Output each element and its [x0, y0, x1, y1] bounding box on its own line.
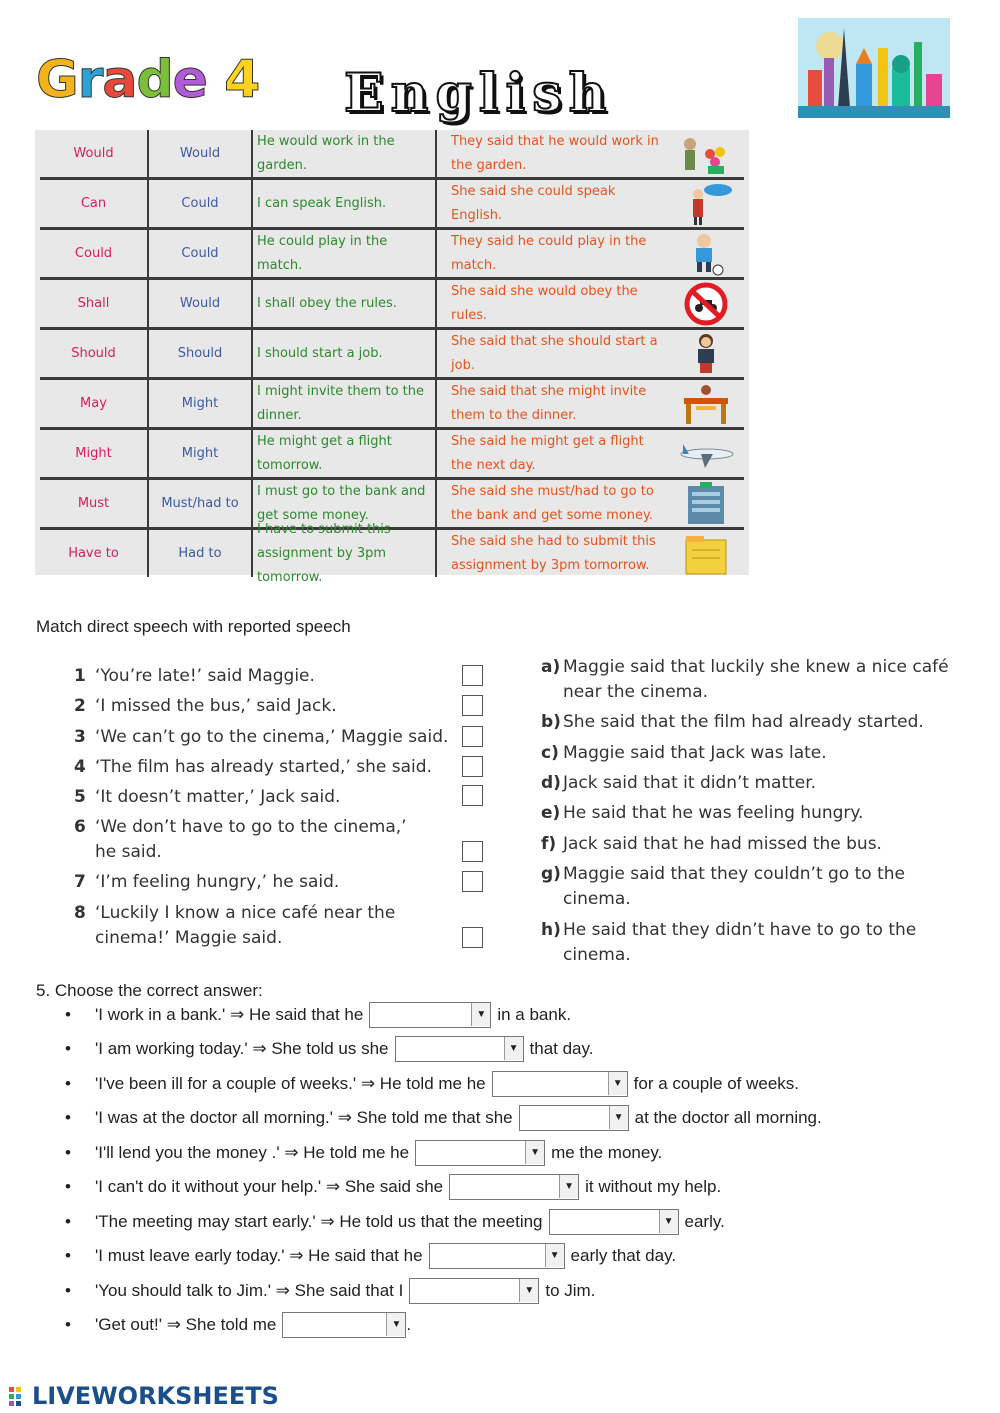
option-text: Maggie said that they couldn’t go to the cinema.	[563, 864, 905, 909]
reported-modal: Would	[149, 130, 253, 177]
question-text-after: to Jim.	[545, 1281, 596, 1300]
item-number: 1	[74, 666, 86, 686]
item-text: ‘I’m feeling hungry,’ he said.	[95, 872, 340, 892]
bullet: •	[65, 1315, 71, 1334]
direct-modal: May	[40, 380, 149, 427]
direct-modal: Have to	[40, 530, 149, 577]
chevron-down-icon: ▼	[525, 1141, 544, 1164]
option-text: She said that the film had already started.	[563, 712, 924, 732]
reported-example: She said that she should start a job.	[451, 333, 658, 373]
question-text: 'I work in a bank.' ⇒ He said that he	[95, 1005, 364, 1024]
direct-modal: Might	[40, 430, 149, 477]
answer-dropdown[interactable]	[409, 1278, 539, 1304]
chevron-down-icon: ▼	[559, 1175, 578, 1198]
reported-speech-option	[541, 918, 941, 968]
question-text: 'I was at the doctor all morning.' ⇒ She told me that she	[95, 1108, 513, 1127]
reported-modal: Should	[149, 330, 253, 377]
reported-modal: Must/had to	[149, 480, 253, 527]
reported-modal: Could	[149, 230, 253, 277]
direct-modal: Should	[40, 330, 149, 377]
table-row	[40, 230, 744, 280]
chevron-down-icon: ▼	[471, 1003, 490, 1026]
bullet: •	[65, 1108, 71, 1127]
brand-name: LIVEWORKSHEETS	[32, 1382, 279, 1410]
reported-speech-option	[541, 655, 961, 705]
bullet: •	[65, 1212, 71, 1231]
question-text-after: that day.	[529, 1039, 594, 1058]
option-letter: f)	[541, 834, 557, 854]
direct-example: I have to submit this assignment by 3pm tomorrow.	[253, 530, 437, 577]
chevron-down-icon: ▼	[659, 1210, 678, 1233]
question-line	[65, 1036, 593, 1062]
question-text: 'Get out!' ⇒ She told me	[95, 1315, 277, 1334]
question-line	[65, 1209, 725, 1235]
question-text-after: early that day.	[570, 1246, 677, 1265]
football-player-picture	[670, 230, 742, 277]
item-number: 8	[74, 903, 86, 923]
item-text: ‘We don’t have to go to the cinema,’ he said.	[95, 817, 407, 862]
chevron-down-icon: ▼	[519, 1279, 538, 1302]
answer-dropdown[interactable]	[449, 1174, 579, 1200]
option-text: Jack said that it didn’t matter.	[563, 773, 817, 793]
reported-modal: Would	[149, 280, 253, 327]
subject-title: English	[344, 63, 614, 124]
table-row	[40, 330, 744, 380]
question-text-after: .	[406, 1315, 412, 1334]
answer-dropdown[interactable]	[369, 1002, 491, 1028]
match-answer-box[interactable]	[462, 665, 483, 686]
bullet: •	[65, 1246, 71, 1265]
item-text: ‘Luckily I know a nice café near the cinema!’ Maggie said.	[95, 903, 396, 948]
match-answer-box[interactable]	[462, 726, 483, 747]
option-letter: h)	[541, 920, 561, 940]
grade-letter: d	[136, 50, 173, 110]
liveworksheets-icon	[8, 1385, 30, 1407]
question-text: 'I am working today.' ⇒ She told us she	[95, 1039, 389, 1058]
question-text: 'I must leave early today.' ⇒ He said that he	[95, 1246, 423, 1265]
answer-dropdown[interactable]	[549, 1209, 679, 1235]
reported-modal: Had to	[149, 530, 253, 577]
item-text: ‘It doesn’t matter,’ Jack said.	[95, 787, 341, 807]
table-row	[40, 130, 744, 180]
question-text: 'The meeting may start early.' ⇒ He told us that the meeting	[95, 1212, 543, 1231]
table-row	[40, 380, 744, 430]
direct-modal: Could	[40, 230, 149, 277]
match-answer-box[interactable]	[462, 871, 483, 892]
table-row	[40, 430, 744, 480]
reported-modal: Might	[149, 430, 253, 477]
bullet: •	[65, 1143, 71, 1162]
option-text: He said that he was feeling hungry.	[563, 803, 864, 823]
question-text-after: me the money.	[551, 1143, 663, 1162]
direct-speech-item	[74, 870, 454, 895]
direct-speech-item	[74, 815, 424, 865]
grade-letter: e	[172, 50, 207, 110]
match-answer-box[interactable]	[462, 785, 483, 806]
choose-heading: 5. Choose the correct answer:	[36, 981, 263, 1000]
folder-picture	[670, 530, 742, 577]
reported-example: She said she would obey the rules.	[451, 283, 638, 323]
reported-modal: Might	[149, 380, 253, 427]
reported-example: She said he might get a flight the next day.	[451, 433, 644, 473]
question-line	[65, 1002, 571, 1028]
liveworksheets-logo	[8, 1382, 279, 1410]
reported-speech-option	[541, 801, 961, 826]
chevron-down-icon: ▼	[609, 1106, 628, 1129]
chevron-down-icon: ▼	[504, 1037, 523, 1060]
option-letter: c)	[541, 743, 559, 763]
reported-speech-option	[541, 862, 941, 912]
match-answer-box[interactable]	[462, 927, 483, 948]
airplane-picture	[670, 430, 742, 477]
answer-dropdown[interactable]	[282, 1312, 406, 1338]
reported-speech-option	[541, 832, 961, 857]
option-letter: g)	[541, 864, 561, 884]
reported-modal: Could	[149, 180, 253, 227]
option-letter: e)	[541, 803, 561, 823]
modal-verbs-table	[35, 130, 749, 585]
match-answer-box[interactable]	[462, 841, 483, 862]
reported-speech-option	[541, 710, 961, 735]
table-row	[40, 280, 744, 330]
direct-example: I might invite them to the dinner.	[253, 380, 437, 427]
dinner-table-picture	[670, 380, 742, 427]
direct-modal: Shall	[40, 280, 149, 327]
item-text: ‘You’re late!’ said Maggie.	[95, 666, 315, 686]
reported-example: She said she had to submit this assignment by 3pm tomorrow.	[451, 533, 656, 573]
question-text-after: for a couple of weeks.	[633, 1074, 800, 1093]
item-number: 7	[74, 872, 86, 892]
answer-dropdown[interactable]	[415, 1140, 545, 1166]
direct-example: I must go to the bank and get some money.	[253, 480, 437, 527]
option-text: Maggie said that Jack was late.	[563, 743, 827, 763]
option-letter: a)	[541, 657, 561, 677]
answer-dropdown[interactable]	[492, 1071, 628, 1097]
question-text: 'You should talk to Jim.' ⇒ She said that I	[95, 1281, 404, 1300]
answer-dropdown[interactable]	[429, 1243, 565, 1269]
answer-dropdown[interactable]	[395, 1036, 524, 1062]
question-line	[65, 1278, 595, 1304]
reported-example: They said that he would work in the garden.	[451, 133, 659, 173]
question-line	[65, 1312, 411, 1338]
matching-heading: Match direct speech with reported speech	[36, 617, 351, 636]
direct-speech-item	[74, 664, 454, 689]
direct-example: He could play in the match.	[253, 230, 437, 277]
bullet: •	[65, 1177, 71, 1196]
chevron-down-icon: ▼	[608, 1072, 627, 1095]
direct-speech-item	[74, 755, 454, 780]
direct-example: I should start a job.	[253, 330, 437, 377]
option-text: He said that they didn’t have to go to the cinema.	[563, 920, 917, 965]
direct-modal: Would	[40, 130, 149, 177]
grade-letter: G	[36, 50, 78, 110]
direct-speech-item	[74, 694, 454, 719]
bank-building-picture	[670, 480, 742, 527]
reported-example: She said she could speak English.	[451, 183, 616, 223]
speaking-person-picture	[670, 180, 742, 227]
bullet: •	[65, 1039, 71, 1058]
direct-example: He might get a flight tomorrow.	[253, 430, 437, 477]
item-text: ‘We can’t go to the cinema,’ Maggie said.	[95, 727, 449, 747]
option-letter: b)	[541, 712, 561, 732]
question-text-after: in a bank.	[497, 1005, 572, 1024]
item-number: 6	[74, 817, 86, 837]
option-text: Jack said that he had missed the bus.	[563, 834, 882, 854]
item-number: 3	[74, 727, 86, 747]
bullet: •	[65, 1281, 71, 1300]
grade-letter	[207, 50, 224, 110]
reported-example: She said that she might invite them to the dinner.	[451, 383, 647, 423]
no-motorbike-sign-icon	[670, 280, 742, 327]
grade-letter: a	[102, 50, 137, 110]
question-text-after: it without my help.	[585, 1177, 722, 1196]
business-woman-picture	[670, 330, 742, 377]
item-text: ‘The film has already started,’ she said.	[95, 757, 432, 777]
question-line	[65, 1105, 822, 1131]
reported-example: She said she must/had to go to the bank and get some money.	[451, 483, 654, 523]
question-line	[65, 1174, 721, 1200]
reported-speech-option	[541, 771, 961, 796]
bullet: •	[65, 1074, 71, 1093]
direct-speech-item	[74, 785, 454, 810]
table-row	[40, 521, 744, 585]
direct-modal: Can	[40, 180, 149, 227]
question-text-after: at the doctor all morning.	[634, 1108, 822, 1127]
option-text: Maggie said that luckily she knew a nice café near the cinema.	[563, 657, 949, 702]
item-number: 2	[74, 696, 86, 716]
question-text-after: early.	[684, 1212, 725, 1231]
direct-modal: Must	[40, 480, 149, 527]
direct-speech-item	[74, 901, 419, 951]
direct-example: I shall obey the rules.	[253, 280, 437, 327]
chevron-down-icon: ▼	[386, 1313, 405, 1336]
question-line	[65, 1071, 799, 1097]
match-answer-box[interactable]	[462, 756, 483, 777]
question-line	[65, 1140, 662, 1166]
answer-dropdown[interactable]	[519, 1105, 629, 1131]
direct-example: I can speak English.	[253, 180, 437, 227]
match-answer-box[interactable]	[462, 695, 483, 716]
chevron-down-icon: ▼	[545, 1244, 564, 1267]
item-text: ‘I missed the bus,’ said Jack.	[95, 696, 337, 716]
grade-title	[36, 52, 259, 108]
reported-speech-option	[541, 741, 961, 766]
reported-example: They said he could play in the match.	[451, 233, 647, 273]
question-text: 'I can't do it without your help.' ⇒ She said she	[95, 1177, 444, 1196]
direct-speech-item	[74, 725, 464, 750]
gardening-picture	[670, 130, 742, 177]
bullet: •	[65, 1005, 71, 1024]
table-row	[40, 180, 744, 230]
question-line	[65, 1243, 676, 1269]
grade-number: 4	[224, 50, 260, 110]
item-number: 5	[74, 787, 86, 807]
direct-example: He would work in the garden.	[253, 130, 437, 177]
question-text: 'I've been ill for a couple of weeks.' ⇒ He told me he	[95, 1074, 486, 1093]
question-text: 'I'll lend you the money .' ⇒ He told me he	[95, 1143, 410, 1162]
grade-letter: r	[77, 50, 103, 110]
world-landmarks-illustration	[798, 18, 950, 118]
item-number: 4	[74, 757, 86, 777]
option-letter: d)	[541, 773, 561, 793]
